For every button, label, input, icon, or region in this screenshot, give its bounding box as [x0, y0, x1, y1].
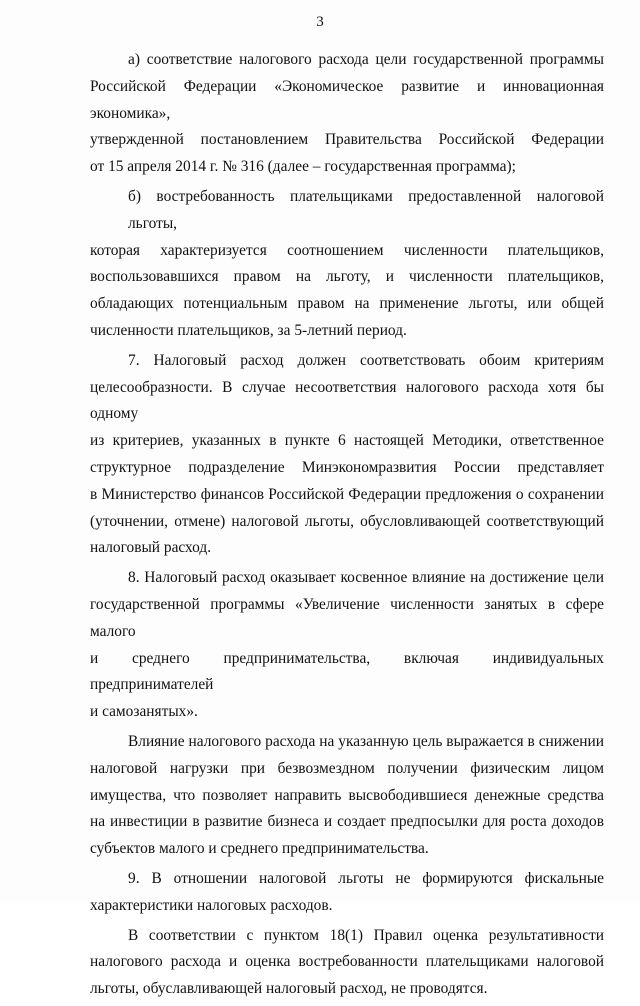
- paragraph: [90, 348, 604, 562]
- text-line: 9. В отношении налоговой льготы не формируются фискальные: [128, 869, 604, 887]
- paragraph: [90, 184, 604, 345]
- text-line: Влияние налогового расхода на указанную цель выражается в снижении: [128, 732, 604, 750]
- paragraph: [90, 729, 604, 863]
- text-line: в Министерство финансов Российской Федерации предложения о сохранении: [90, 485, 604, 503]
- text-line: на инвестиции в развитие бизнеса и создает предпосылки для роста доходов: [90, 813, 604, 831]
- text-line: структурное подразделение Минэкономразвития России представляет: [90, 458, 604, 476]
- text-line: воспользовавшихся правом на льготу, и численности плательщиков,: [90, 268, 604, 286]
- text-line: численности плательщиков, за 5-летний период.: [90, 321, 407, 339]
- text-line: налоговый расход.: [90, 539, 212, 557]
- text-line: б) востребованность плательщиками предоставленной налоговой льготы,: [128, 187, 604, 232]
- text-line: характеристики налоговых расходов.: [90, 896, 333, 914]
- text-line: и самозанятых».: [90, 703, 198, 721]
- text-line: обладающих потенциальным правом на применение льготы, или общей: [90, 295, 604, 313]
- text-line: В соответствии с пунктом 18(1) Правил оценка результативности: [128, 926, 604, 944]
- page-number: 3: [316, 14, 324, 30]
- paragraph: [90, 923, 604, 1003]
- document-body: [90, 47, 604, 1006]
- paragraph: [90, 565, 604, 726]
- text-line: которая характеризуется соотношением численности плательщиков,: [90, 241, 604, 259]
- text-line: имущества, что позволяет направить высвободившиеся денежные средства: [90, 786, 604, 804]
- text-line: 7. Налоговый расход должен соответствовать обоим критериям: [128, 351, 604, 369]
- text-line: и среднего предпринимательства, включая индивидуальных предпринимателей: [90, 649, 604, 694]
- paragraph: [90, 866, 604, 920]
- text-line: 8. Налоговый расход оказывает косвенное влияние на достижение цели: [128, 569, 604, 587]
- text-line: от 15 апреля 2014 г. № 316 (далее – государственная программа);: [90, 158, 516, 176]
- text-line: целесообразности. В случае несоответствия налогового расхода хотя бы одному: [90, 378, 604, 423]
- text-line: а) соответствие налогового расхода цели государственной программы: [128, 51, 604, 68]
- text-line: из критериев, указанных в пункте 6 настоящей Методики, ответственное: [90, 432, 604, 450]
- text-line: утвержденной постановлением Правительства Российской Федерации: [90, 131, 604, 149]
- text-line: налогового расхода и оценка востребованности плательщиками налоговой: [90, 953, 604, 971]
- paragraph: [90, 47, 604, 181]
- text-line: Российской Федерации «Экономическое развитие и инновационная экономика»,: [90, 77, 604, 122]
- text-line: налоговой нагрузки при безвозмездном получении физическим лицом: [90, 759, 604, 777]
- text-line: государственной программы «Увеличение численности занятых в сфере малого: [90, 595, 604, 640]
- text-line: (уточнении, отмене) налоговой льготы, обусловливающей соответствующий: [90, 512, 604, 530]
- text-line: льготы, обуславливающей налоговый расход, не проводятся.: [90, 980, 488, 998]
- text-line: субъектов малого и среднего предпринимательства.: [90, 840, 429, 858]
